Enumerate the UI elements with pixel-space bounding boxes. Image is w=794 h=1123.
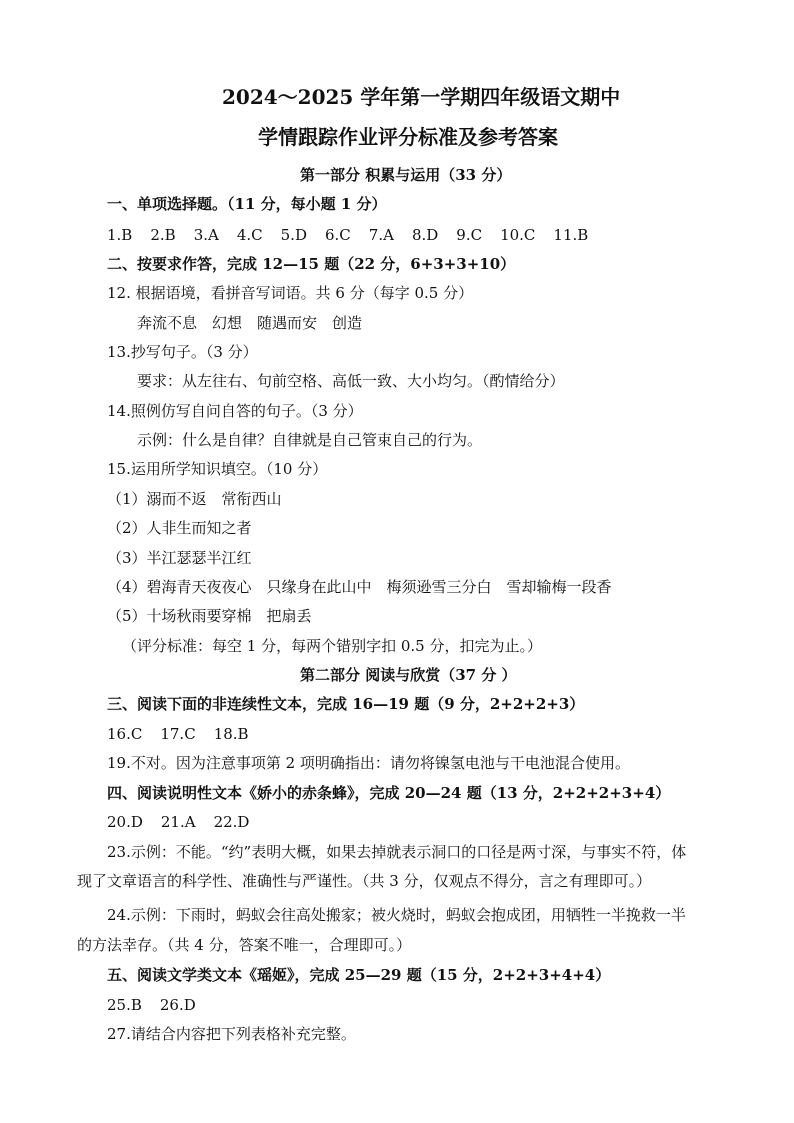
answer-23-line2: 现了文章语言的科学性、准确性与严谨性。（共 3 分，仅观点不得分，言之有理即可。）: [77, 872, 652, 890]
answer-15-item: （5）十场秋雨要穿棉 把扇丢: [107, 607, 312, 625]
question-15: 15.运用所学知识填空。（10 分）: [107, 460, 328, 478]
answer-item: 5.D: [280, 226, 307, 244]
section1-answers: [107, 225, 606, 245]
answer-item: 1.B: [107, 226, 133, 244]
answer-24-line1: 24.示例：下雨时，蚂蚁会往高处搬家；被火烧时，蚂蚁会抱成团，用牺牲一半挽救一半: [107, 906, 686, 924]
answer-item: 20.D: [107, 813, 143, 831]
answer-23-line1: 23.示例：不能。“约”表明大概，如果去掉就表示洞口的口径是两寸深，与事实不符，体: [107, 843, 687, 861]
section5-heading: 五、阅读文学类文本《瑶姬》，完成 25—29 题（15 分，2+2+3+4+4）: [107, 966, 611, 984]
answer-12: 奔流不息 幻想 随遇而安 创造: [137, 314, 363, 332]
answer-item: 16.C: [107, 725, 143, 743]
section4-heading: 四、阅读说明性文本《娇小的赤条蜂》，完成 20—24 题（13 分，2+2+2+3+4）: [107, 784, 671, 802]
answer-item: 21.A: [160, 813, 196, 831]
answer-item: 11.B: [553, 226, 589, 244]
answer-item: 18.B: [213, 725, 249, 743]
answer-15-item: （4）碧海青天夜夜心 只缘身在此山中 梅须逊雪三分白 雪却输梅一段香: [107, 578, 612, 596]
answer-item: 17.C: [160, 725, 196, 743]
answer-item: 8.D: [411, 226, 439, 244]
answer-item: 25.B: [107, 996, 142, 1014]
scoring-note-15: （评分标准：每空 1 分，每两个错别字扣 0.5 分，扣完为止。）: [122, 637, 542, 655]
document-title-line1: 2024～2025 学年第一学期四年级语文期中: [222, 85, 621, 109]
question-12: 12. 根据语境，看拼音写词语。共 6 分（每字 0.5 分）: [107, 284, 474, 302]
answer-item: 9.C: [456, 226, 483, 244]
answer-item: 10.C: [500, 226, 536, 244]
answer-14: 示例：什么是自律？自律就是自己管束自己的行为。: [137, 431, 483, 449]
section5-answers: [107, 995, 214, 1015]
answer-item: 3.A: [193, 226, 219, 244]
section3-answers: [107, 724, 267, 744]
document-title-line2: 学情跟踪作业评分标准及参考答案: [258, 125, 558, 149]
answer-15-item: （2）人非生而知之者: [107, 519, 252, 537]
answer-13: 要求：从左往右、句前空格、高低一致、大小均匀。（酌情给分）: [137, 372, 565, 390]
section4-answers: [107, 812, 267, 832]
answer-item: 4.C: [236, 226, 263, 244]
answer-15-item: （3）半江瑟瑟半江红: [107, 549, 252, 567]
answer-15-item: （1）溺而不返 常衔西山: [107, 490, 282, 508]
question-13: 13.抄写句子。（3 分）: [107, 343, 258, 361]
question-14: 14.照例仿写自问自答的句子。（3 分）: [107, 402, 363, 420]
answer-item: 7.A: [368, 226, 394, 244]
answer-item: 6.C: [324, 226, 351, 244]
part2-heading: 第二部分 阅读与欣赏（37 分 ）: [300, 666, 517, 684]
part1-heading: 第一部分 积累与运用（33 分）: [300, 166, 512, 184]
question-27: 27.请结合内容把下列表格补充完整。: [107, 1025, 356, 1043]
answer-19: 19.不对。因为注意事项第 2 项明确指出：请勿将镍氢电池与干电池混合使用。: [107, 754, 630, 772]
section1-heading: 一、单项选择题。（11 分，每小题 1 分）: [107, 195, 387, 213]
section2-heading: 二、按要求作答，完成 12—15 题（22 分，6+3+3+10）: [107, 255, 516, 273]
answer-24-line2: 的方法幸存。（共 4 分，答案不唯一，合理即可。）: [77, 936, 412, 954]
answer-item: 22.D: [213, 813, 250, 831]
section3-heading: 三、阅读下面的非连续性文本，完成 16—19 题（9 分，2+2+2+3）: [107, 695, 585, 713]
answer-item: 26.D: [159, 996, 196, 1014]
answer-item: 2.B: [150, 226, 176, 244]
